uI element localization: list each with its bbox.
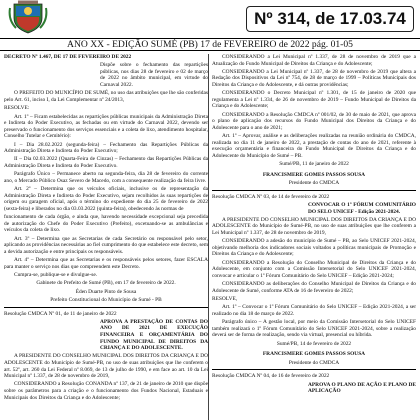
- considerando-c: CONSIDERANDO o Decreto Municipal nº 1.301, de 15 de janeiro de 2020 que regulamenta a Lei nº 1.334, de 26 de novembro de 2019 – Fundo Municipal de Direitos da Criança e do Adolescente;: [212, 90, 416, 110]
- decree-ementa: Dispõe sobre o fechamento das repartições públicas, nos dias 28 de fevereiro e 02 de março de 2022 no âmbito municipal, em virtude do Carnaval 2022.: [100, 62, 208, 88]
- column-divider: [208, 54, 209, 420]
- masthead: [0, 0, 420, 36]
- considerando-d: CONSIDERANDO a Resolução CMDCA nº 001/02, de 30 de maio de 2021, que aprova o plano de aplicação dos recursos do Fundo Municipal dos Direitos da Criança e do Adolescente para o ano de 2021;: [212, 111, 416, 131]
- resolution-1-art1: Art. 1º – Aprovar, análise e as deliberações realizadas na reunião ordinária do CMDCA, realizada no dia 11 de janeiro de 2022, a prestação de contas do ano de 2021, referente à execução orçamentária e financeira do Fundo Municipal de Direitos da Criança e do Adolescente do Município de Sumé – PB.: [212, 133, 416, 159]
- decree-art1-i: I – Dia 28.02.2022 (segunda-feira) – Fechamento das Repartições Públicas da Administração Direta e Indireta do Poder Executivo;: [4, 141, 208, 155]
- signature-2-title: Presidente do CMDCA: [288, 359, 340, 366]
- left-column: [4, 54, 208, 420]
- section-divider: [4, 307, 208, 308]
- decree-paragrafo-unico: Parágrafo Único – Permanece aberto na segunda-feira, dia 28 de fevereiro do corrente ano, o Mercado Público Osaz Severo de Macedo, com a consequente realização da feira livre.: [4, 171, 208, 184]
- resolution-2-considerando-2: CONSIDERANDO a Resolução do Conselho Municipal de Direitos da Criança e do Adolescente, em conjunto com a Comissão Intersetorial do Selo UNICEF 2021-2024, convocar e articular o 1º Fórum Comunitário do Selo UNICEF – Edição 2021-2024;: [212, 259, 416, 279]
- resolution-2-considerando-3: CONSIDERANDO as deliberações do Conselho Municipal de Direitos da Criança e do Adolescente de Sumé, conforme ATA de 16 de fevereiro de 2022;: [212, 281, 416, 294]
- resolution-1-title: Resolução CMDCA Nº 01, de 11 de janeiro de 2022: [4, 310, 117, 317]
- decree-art3: Art. 3º – Determina que as Secretarias de cada Secretário ou responsável pelo setor, aplicando as providências necessárias ao fiel cumprimento do que estabelece este decreto, sem a devida autorização e entre principais os responsáveis.: [4, 235, 208, 255]
- right-column: [212, 54, 416, 420]
- resolution-2-title: Resolução CMDCA Nº 03, de 14 de fevereiro de 2022: [212, 193, 330, 200]
- signature-2-name: FRANCISMERE GOMES PASSOS SOUSA: [262, 351, 366, 358]
- resolution-1-considerando: CONSIDERANDO a Resolução CONANDA nº 137, de 21 de janeiro de 2010 que dispõe sobre os parâmetros para a criação e o funcionamento dos Fundos Nacional, Estaduais e Municipais dos Direitos da Criança e do Adolescente;: [4, 381, 208, 401]
- place-date-1: Sumé/PB, 11 de janeiro de 2022: [279, 161, 349, 168]
- decree-art4: Art. 4º – Determina que as Secretarias e os responsáveis pelos setores, fazer ESCALA para manter o serviço nos dias que compreendem este Decreto.: [4, 257, 208, 270]
- resolution-2-art1: Art. 1º – Convocar o 1º Fórum Comunitário do Selo UNICEF – Edição 2021-2024, a ser realizado no dia 18 de março de 2022.: [212, 304, 416, 317]
- resolution-1-ementa: APROVA A PRESTAÇÃO DE CONTAS DO ANO DE 2021 DE EXECUÇÃO FINANCEIRA E ORÇAMENTÁRIA DO FUNDO MUNICIPAL DE DIREITOS DA CRIANÇA E DO ADOLESCENTE.: [100, 318, 208, 352]
- resolution-2-paragrafo: Parágrafo único – A gestão local, por meio da Comissão Intersetorial do Selo UNICEF também realizará o 1º Fórum Comunitário do Selo UNICEF 2021-2024, sobre a realização deverá ser de forma de realização, sendo via virtual, presencial ou híbrida.: [212, 319, 416, 339]
- considerando-a: CONSIDERANDO a Lei Municipal nº 1.337, de 28 de novembro de 2019 que a Atualização do Fundo Municipal de Direitos da Criança e do Adolescente;: [212, 54, 416, 67]
- section-divider: [212, 369, 416, 370]
- decree-art2-cont: funcionamento de cada órgão, e ainda que, havendo necessidade excepcional seja precedida de autorização do Chefe do Poder Executivo (Prefeito), excetuando-se as ambulâncias e veículos da coleta de lixo.: [4, 214, 208, 234]
- decree-closing: Cumpra-se, publique-se e divulgue-se.: [14, 271, 98, 278]
- edition-bar: ANO XX - EDIÇÃO SUMÉ (PB) 17 de FEVEREIRO de 2022 pág. 01-05: [0, 38, 420, 51]
- place-date-2: Sumé/PB, 14 de fevereiro de 2022: [276, 340, 352, 347]
- resolution-2-ementa: CONVOCAR O 1º FÓRUM COMUNITÁRIO DO SELO UNICEF - Edição 2021-2024.: [308, 201, 416, 215]
- decree-art1: Art. 1º – Ficam estabelecidas as repartições públicas municipais da Administração Direta e Indireta do Poder Executivo, as fechadas ou em virtude do Carnaval 2022, devendo ser preservado o funcionamento dos serviços essenciais e a coleta de lixo, atendimento hospitalar, Conselho Tutelar e Cemitério):: [4, 113, 208, 140]
- section-divider: [212, 190, 416, 191]
- considerando-b: CONSIDERANDO a Lei Municipal nº 1.337, de 28 de novembro de 2019 que altera a Redação dos Dispositivos da Lei nº 754, de 28 de março de 1999 – Políticas Municipais dos Direitos da Criança e do Adolescente, e dá outras providências;: [212, 68, 416, 88]
- decree-title: DECRETO Nº 1.467, DE 17 DE FEVEREIRO DE 2022: [4, 54, 132, 60]
- resolution-2-considerando-1: CONSIDERANDO a adesão do município de Sumé – PB, ao Selo UNICEF 2021-2024, objetivando melhoria dos indicadores sociais voltados a políticas municipais de Promoção e Direitos da Criança e do Adolescente;: [212, 238, 416, 258]
- signer-title: Prefeito Constitucional do Município de Sumé - PB: [50, 297, 162, 303]
- issue-number: Nº 314, de 17.03.74: [246, 6, 414, 32]
- resolve-label: RESOLVE,: [212, 296, 238, 303]
- signature-1-name: FRANCISMERE GOMES PASSOS SOUSA: [262, 171, 366, 178]
- decree-art2: Art. 2º – Determina que os veículos oficiais, inclusive os de representação da Administração Direta e Indireta do Poder Executivo, sejam recolhidos às suas repartições de origem ou garagem oficial, após o término do expediente do dia 25 de fevereiro de 2022 (sexta-feira) e liberados no dia 03.03.2022 (quinta-feira), obedecendo às normas de: [4, 186, 208, 212]
- resolution-1-body: A PRESIDENTE DO CONSELHO MUNICIPAL DOS DIREITOS DA CRIANÇA E DO ADOLESCENTE do Município de Sumé-PB, no uso de suas atribuições que lhe conferem o art. 52º, art. 260 da Lei Federal nº 8.069, de 13 de julho de 1990, e em face ao art. 10 da Lei Municipal nº 1.337, de 28 de novembro de 2019,: [4, 353, 208, 380]
- municipal-coat-of-arms-icon: [8, 0, 48, 34]
- decree-gabinete: Gabinete do Prefeito de Sumé (PB), em 17 de fevereiro de 2022.: [36, 280, 176, 287]
- resolution-3-title: Resolução CMDCA Nº 04, de 16 de fevereiro de 2022: [212, 373, 330, 380]
- resolve-label: RESOLVE:: [4, 105, 30, 112]
- resolution-3-ementa: APROVA O PLANO DE AÇÃO E PLANO DE APLICAÇÃO: [308, 381, 416, 395]
- decree-art1-ii: II – Dia 02.03.2022 (Quarta-Feira de Cinzas) – Fechamento das Repartições Públicas da Administração Direta e Indireta do Poder Executivo.: [4, 156, 208, 169]
- signature-1-title: Presidente do CMDCA: [288, 180, 340, 187]
- resolution-2-body: A PRESIDENTE DO CONSELHO MUNICIPAL DOS DIREITOS DA CRIANÇA E DO ADOLESCENTE do Município de Sumé-PB, no uso de suas atribuições que lhe conferem a Lei Municipal nº 1.337, de 28 de novembro de 2019,: [212, 216, 416, 236]
- decree-preamble: O PREFEITO DO MUNICÍPIO DE SUMÉ, no uso das atribuições que lhe são conferidas pelo Art. 61, inciso I, da Lei Complementar nº 24/2013,: [4, 90, 208, 103]
- signer-name: Éden Duarte Pinto de Sousa: [75, 288, 137, 295]
